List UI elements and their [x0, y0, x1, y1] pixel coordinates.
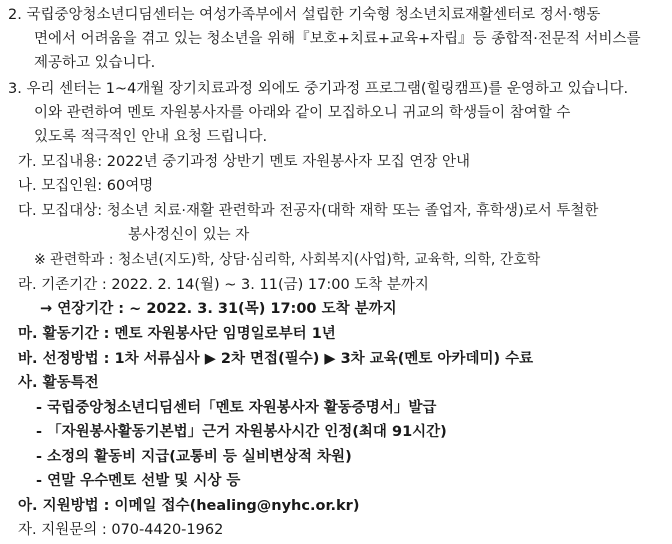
item-sa: 사. 활동특전: [18, 375, 99, 391]
item-na: 나. 모집인원: 60여명: [18, 178, 154, 194]
item-da-line1: 다. 모집대상: 청소년 치료·재활 관련학과 전공자(대학 재학 또는 졸업자, 휴학생)로서 투철한: [18, 203, 599, 219]
section3-line2: 이와 관련하여 멘토 자원봉사자를 아래와 같이 모집하오니 귀교의 학생들이 참여할 수: [34, 105, 571, 121]
item-ja-contact: 자. 지원문의 : 070-4420-1962: [18, 522, 224, 538]
item-da-line2: 봉사정신이 있는 자: [128, 227, 250, 243]
benefit-item: - 소정의 활동비 지급(교통비 등 실비변상적 차원): [36, 449, 352, 465]
section3-line1: 3. 우리 센터는 1~4개월 장기치료과정 외에도 중기과정 프로그램(힐링캠프)를 운영하고 있습니다.: [8, 81, 629, 97]
section3-line3: 있도록 적극적인 안내 요청 드립니다.: [34, 129, 268, 145]
section2-line3: 제공하고 있습니다.: [34, 55, 156, 71]
benefit-item: - 「자원봉사활동기본법」근거 자원봉사시간 인정(최대 91시간): [36, 424, 447, 440]
item-ra: 라. 기존기간 : 2022. 2. 14(월) ~ 3. 11(금) 17:00 도착 분까지: [18, 277, 429, 293]
item-ra-extension: → 연장기간 : ~ 2022. 3. 31(목) 17:00 도착 분까지: [40, 301, 397, 317]
item-ma: 마. 활동기간 : 멘토 자원봉사단 임명일로부터 1년: [18, 326, 336, 342]
dept-note: ※ 관련학과 : 청소년(지도)학, 상담·심리학, 사회복지(사업)학, 교육학, 의학, 간호학: [34, 252, 541, 268]
item-a-application: 아. 지원방법 : 이메일 접수(healing@nyhc.or.kr): [18, 498, 360, 514]
item-ga: 가. 모집내용: 2022년 중기과정 상반기 멘토 자원봉사자 모집 연장 안내: [18, 154, 471, 170]
section2-line1: 2. 국립중앙청소년디딤센터는 여성가족부에서 설립한 기숙형 청소년치료재활센터로 정서·행동: [8, 7, 601, 23]
benefit-item: - 국립중앙청소년디딤센터「멘토 자원봉사자 활동증명서」발급: [36, 400, 437, 416]
section2-line2: 면에서 어려움을 겪고 있는 청소년을 위해『보호+치료+교육+자립』등 종합적·전문적 서비스를: [34, 31, 641, 47]
item-ba: 바. 선정방법 : 1차 서류심사 ▶ 2차 면접(필수) ▶ 3차 교육(멘토 아카데미) 수료: [18, 351, 534, 367]
benefit-item: - 연말 우수멘토 선발 및 시상 등: [36, 473, 241, 489]
